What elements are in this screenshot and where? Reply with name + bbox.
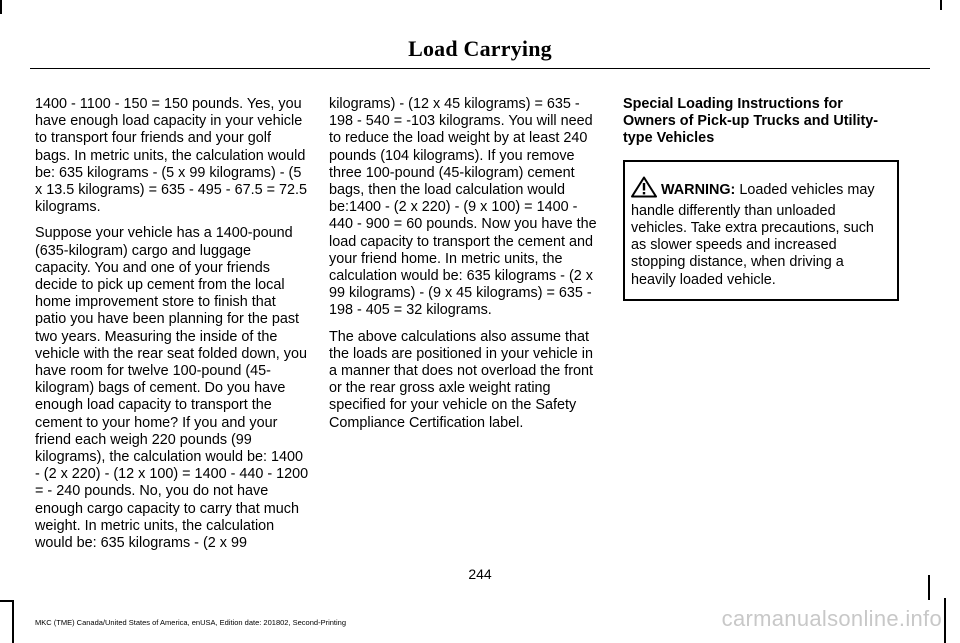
watermark: carmanualsonline.info bbox=[721, 606, 942, 631]
section-heading: Special Loading Instructions for Owners of Pick-up Trucks and Utility-type Vehicles bbox=[623, 96, 879, 147]
crop-mark bbox=[940, 0, 942, 10]
warning-box bbox=[623, 160, 899, 301]
crop-mark bbox=[928, 575, 930, 600]
edition-footer: MKC (TME) Canada/United States of America, enUSA, Edition date: 201802, Second-Printing bbox=[35, 618, 346, 627]
crop-mark bbox=[0, 600, 14, 602]
crop-mark bbox=[12, 600, 14, 643]
text-column-left bbox=[35, 96, 310, 561]
warning-label: WARNING: bbox=[661, 181, 736, 198]
warning-text: Loaded vehicles may handle differently than unloaded vehicles. Take extra precautions, such as slower speeds and increased stopping distance, when driving a heavily loaded vehicle. bbox=[631, 181, 875, 288]
page-title: Load Carrying bbox=[408, 36, 552, 61]
header-divider bbox=[30, 68, 930, 69]
crop-mark bbox=[0, 0, 2, 14]
page-number: 244 bbox=[468, 566, 492, 582]
body-paragraph: Suppose your vehicle has a 1400-pound (635-kilogram) cargo and luggage capacity. You and one of your friends decide to pick up cement from the local home improvement store to finish that patio you have been planning for the past two years. Measuring the inside of the vehicle with the rear seat folded down, you have room for twelve 100-pound (45-kilogram) bags of cement. Do you have enough load capacity to transport the cement to your home? If you and your friend each weigh 220 pounds (99 kilograms), the calculation would be: 1400 - (2 x 220) - (12 x 100) = 1400 - 440 - 1200 = - 240 pounds. No, you do not have enough cargo capacity to carry that much weight. In metric units, the calculation would be: 635 kilograms - (2 x 99 bbox=[35, 225, 309, 552]
body-paragraph: 1400 - 1100 - 150 = 150 pounds. Yes, you have enough load capacity in your vehicle to transport four friends and your golf bags. In metric units, the calculation would be: 635 kilograms - (5 x 99 kilograms) - (5 x 13.5 kilograms) = 635 - 495 - 67.5 = 72.5 kilograms. bbox=[35, 96, 307, 216]
text-column-right bbox=[623, 96, 899, 301]
text-column-middle bbox=[329, 96, 604, 441]
body-paragraph: kilograms) - (12 x 45 kilograms) = 635 - 198 - 540 = -103 kilograms. You will need to reduce the load weight by at least 240 pounds (104 kilograms). If you remove three 100-pound (45-kilogram) cement bags, then the load calculation would be:1400 - (2 x 220) - (9 x 100) = 1400 - 440 - 900 = 60 pounds. Now you have the load capacity to transport the cement and your friend home. In metric units, the calculation would be: 635 kilograms - (2 x 99 kilograms) - (9 x 45 kilograms) = 635 - 198 - 405 = 32 kilograms. bbox=[329, 96, 597, 319]
warning-triangle-icon bbox=[631, 176, 657, 203]
crop-mark bbox=[944, 598, 946, 643]
body-paragraph: The above calculations also assume that the loads are positioned in your vehicle in a manner that does not overload the front or the rear gross axle weight rating specified for your vehicle on the Safety Compliance Certification label. bbox=[329, 328, 593, 431]
